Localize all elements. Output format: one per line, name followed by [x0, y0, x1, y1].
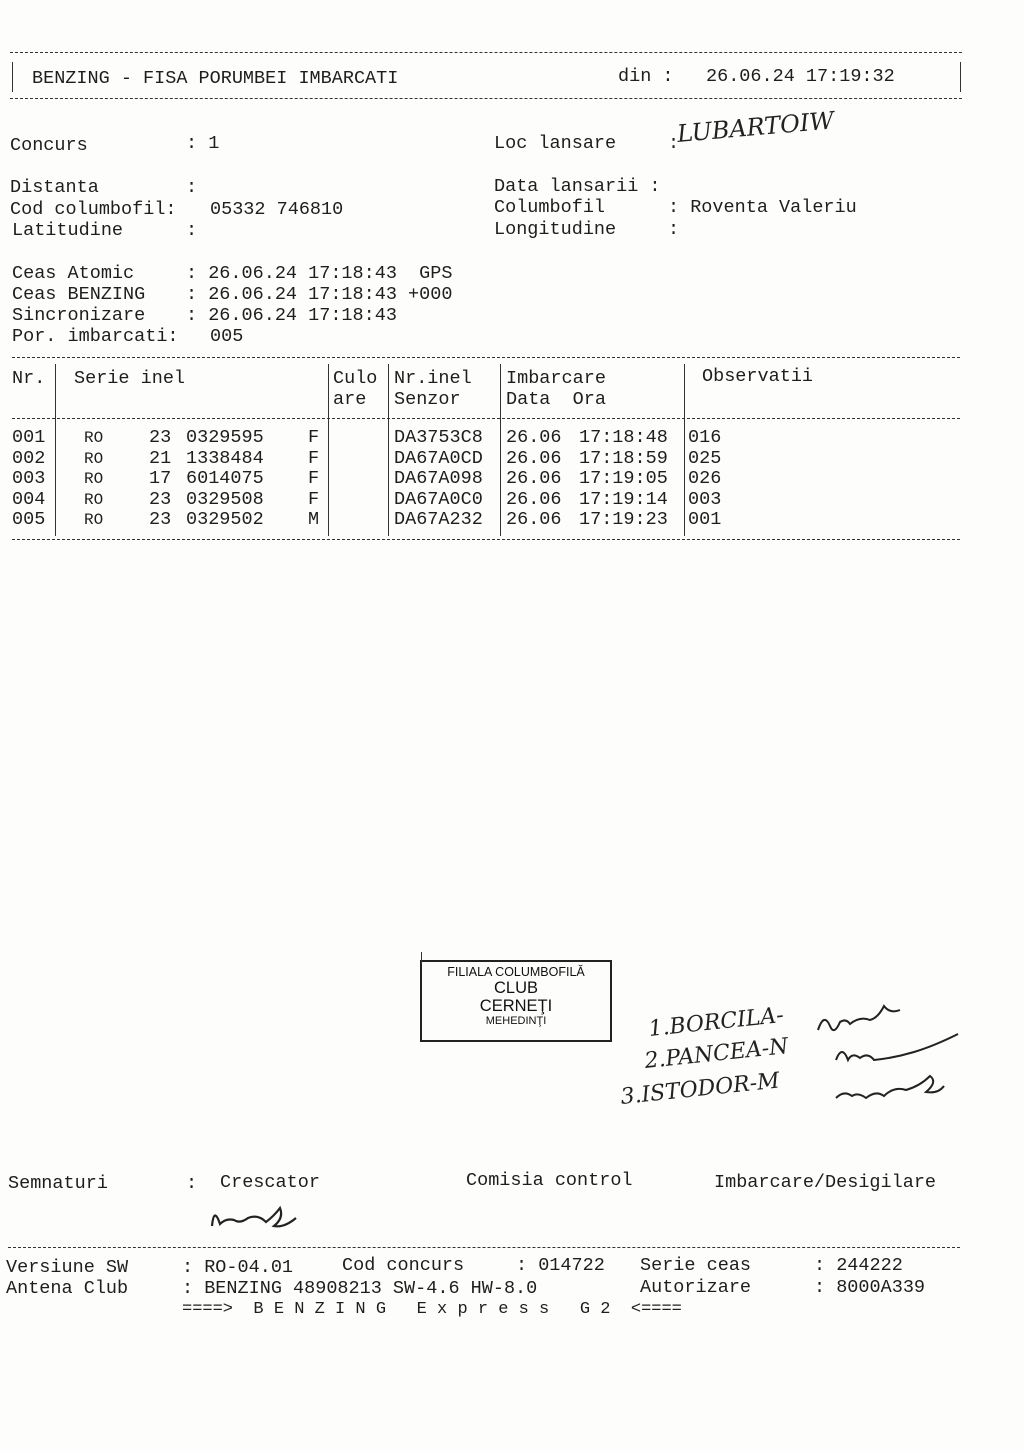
cell-observatii: 001 [688, 509, 722, 530]
sincronizare-value: : 26.06.24 17:18:43 [186, 305, 397, 326]
loc-lansare-handwritten: LUBARTOIW [675, 106, 836, 148]
versiune-label: Versiune SW [6, 1257, 129, 1278]
stamp-line-3: CERNEŢI [479, 997, 553, 1015]
cell-observatii: 025 [688, 447, 722, 469]
col-header-serie: Serie inel [74, 368, 186, 389]
distanta-value: : [186, 177, 198, 198]
cod-concurs-value: : 014722 [516, 1255, 605, 1276]
data-lansarii-label: Data lansarii : [494, 176, 661, 197]
loc-lansare-colon: : [668, 133, 680, 154]
cell-sensor: DA67A0C0 [394, 488, 483, 510]
latitudine-label: Latitudine [12, 220, 124, 241]
columbofil-label: Columbofil [494, 197, 606, 218]
cell-sex: F [308, 447, 320, 469]
cell-year: 23 [149, 488, 172, 510]
sincronizare-label: Sincronizare [12, 305, 146, 326]
cell-country: RO [84, 429, 104, 447]
cell-time: 17:19:05 [579, 468, 668, 489]
stamp-line-2: CLUB [493, 979, 538, 997]
header-top-border [10, 52, 962, 53]
cell-observatii: 016 [688, 427, 722, 448]
cell-nr: 005 [12, 509, 46, 530]
latitudine-value: : [186, 220, 198, 241]
signature-1 [818, 1006, 900, 1030]
serie-ceas-label: Serie ceas [640, 1255, 752, 1276]
crescator-label: Crescator [220, 1172, 320, 1193]
cell-observatii: 026 [688, 468, 722, 489]
cell-country: RO [84, 511, 104, 529]
cod-columbofil-value: 05332 746810 [210, 199, 344, 220]
cell-year: 23 [149, 427, 172, 448]
handwritten-name-3: 3.ISTODOR-M [619, 1068, 781, 1110]
concurs-label: Concurs [10, 135, 88, 156]
stamp-line-4: MEHEDINŢI [485, 1015, 547, 1027]
footer-banner: ====> B E N Z I N G E x p r e s s G 2 <==== [182, 1300, 682, 1319]
ceas-benzing-label: Ceas BENZING [12, 284, 146, 305]
table-col-divider [55, 364, 56, 536]
col-header-nrinel: Nr.inel [394, 368, 472, 389]
por-imbarcati-label: Por. imbarcati: [12, 326, 179, 347]
handwritten-name-1: 1.BORCILA- [647, 1002, 785, 1042]
stamp-line-1: FILIALA COLUMBOFILĂ [447, 965, 585, 979]
col-header-nr: Nr. [12, 368, 46, 389]
table-top-border [12, 357, 960, 358]
comisia-control-label: Comisia control [466, 1170, 633, 1191]
imbarcare-desigilare-label: Imbarcare/Desigilare [714, 1172, 937, 1193]
autorizare-value: : 8000A339 [814, 1277, 926, 1298]
cell-time: 17:18:59 [579, 447, 668, 469]
concurs-value: : 1 [186, 133, 220, 154]
cell-date: 26.06 [506, 488, 562, 510]
cell-sensor: DA67A098 [394, 468, 483, 489]
cell-nr: 003 [12, 468, 46, 489]
stamp-mark [421, 952, 422, 964]
ceas-atomic-value: : 26.06.24 17:18:43 GPS [186, 263, 453, 284]
cell-date: 26.06 [506, 468, 562, 489]
signature-2 [836, 1034, 958, 1060]
columbofil-value: : Roventa Valeriu [668, 197, 857, 218]
cell-country: RO [84, 490, 104, 509]
col-header-observatii: Observatii [702, 366, 814, 387]
cell-sex: F [308, 488, 320, 510]
cell-sensor: DA3753C8 [394, 427, 483, 448]
cell-observatii: 003 [688, 488, 722, 510]
footer-divider [8, 1247, 960, 1248]
cell-nr: 001 [12, 427, 46, 448]
cell-ring: 0329595 [186, 427, 264, 448]
cell-ring: 6014075 [186, 468, 264, 489]
cell-year: 17 [149, 468, 172, 489]
cell-country: RO [84, 449, 104, 468]
ceas-atomic-label: Ceas Atomic [12, 263, 135, 284]
table-col-divider [388, 364, 389, 536]
por-imbarcati-value: 005 [210, 326, 244, 347]
cell-sex: M [308, 509, 320, 530]
loc-lansare-label: Loc lansare [494, 133, 617, 154]
cell-date: 26.06 [506, 427, 562, 448]
col-header-senzor: Senzor [394, 389, 461, 410]
header-bottom-border [10, 98, 962, 99]
longitudine-value: : [668, 219, 680, 240]
longitudine-label: Longitudine [494, 219, 617, 240]
antena-club-value: : BENZING 48908213 SW-4.6 HW-8.0 [182, 1278, 538, 1299]
table-col-divider [500, 364, 501, 536]
cell-time: 17:19:23 [579, 509, 668, 530]
cell-nr: 002 [12, 447, 46, 469]
cell-date: 26.06 [506, 447, 562, 469]
antena-club-label: Antena Club [6, 1278, 129, 1299]
distanta-label: Distanta [10, 177, 99, 198]
ceas-benzing-value: : 26.06.24 17:18:43 +000 [186, 284, 453, 305]
header-right-border [960, 62, 961, 92]
signature-3 [836, 1076, 944, 1098]
table-col-divider [328, 364, 329, 536]
cell-time: 17:19:14 [579, 488, 668, 510]
table-header-border [12, 418, 960, 419]
col-header-data-ora: Data Ora [506, 389, 606, 410]
header-datetime: 26.06.24 17:19:32 [706, 66, 895, 87]
col-header-imbarcare: Imbarcare [506, 368, 606, 389]
table-bottom-border [12, 539, 960, 540]
cell-sex: F [308, 468, 320, 489]
club-stamp [420, 960, 612, 1042]
cell-year: 21 [149, 447, 172, 469]
serie-ceas-value: : 244222 [814, 1255, 903, 1276]
table-col-divider [684, 364, 685, 536]
cell-sex: F [308, 427, 320, 448]
cell-nr: 004 [12, 488, 46, 510]
cod-concurs-label: Cod concurs [342, 1255, 465, 1276]
cell-ring: 0329502 [186, 509, 264, 530]
crescator-signature [212, 1208, 296, 1226]
header-date-label: din : [618, 66, 674, 87]
cell-sensor: DA67A0CD [394, 447, 483, 469]
cell-sensor: DA67A232 [394, 509, 483, 530]
cell-ring: 1338484 [186, 447, 264, 469]
semnaturi-label: Semnaturi [8, 1173, 108, 1194]
handwritten-name-2: 2.PANCEA-N [643, 1034, 790, 1074]
cell-year: 23 [149, 509, 172, 530]
cod-columbofil-label: Cod columbofil: [10, 199, 177, 220]
header-left-border [12, 62, 13, 92]
cell-date: 26.06 [506, 509, 562, 530]
semnaturi-colon: : [186, 1173, 198, 1194]
cell-country: RO [84, 470, 104, 488]
autorizare-label: Autorizare [640, 1277, 752, 1298]
cell-ring: 0329508 [186, 488, 264, 510]
versiune-value: : RO-04.01 [182, 1257, 294, 1278]
cell-time: 17:18:48 [579, 427, 668, 448]
col-header-culoare: Culo [333, 368, 378, 389]
page-title: BENZING - FISA PORUMBEI IMBARCATI [32, 68, 399, 89]
col-header-culoare-2: are [333, 389, 367, 410]
